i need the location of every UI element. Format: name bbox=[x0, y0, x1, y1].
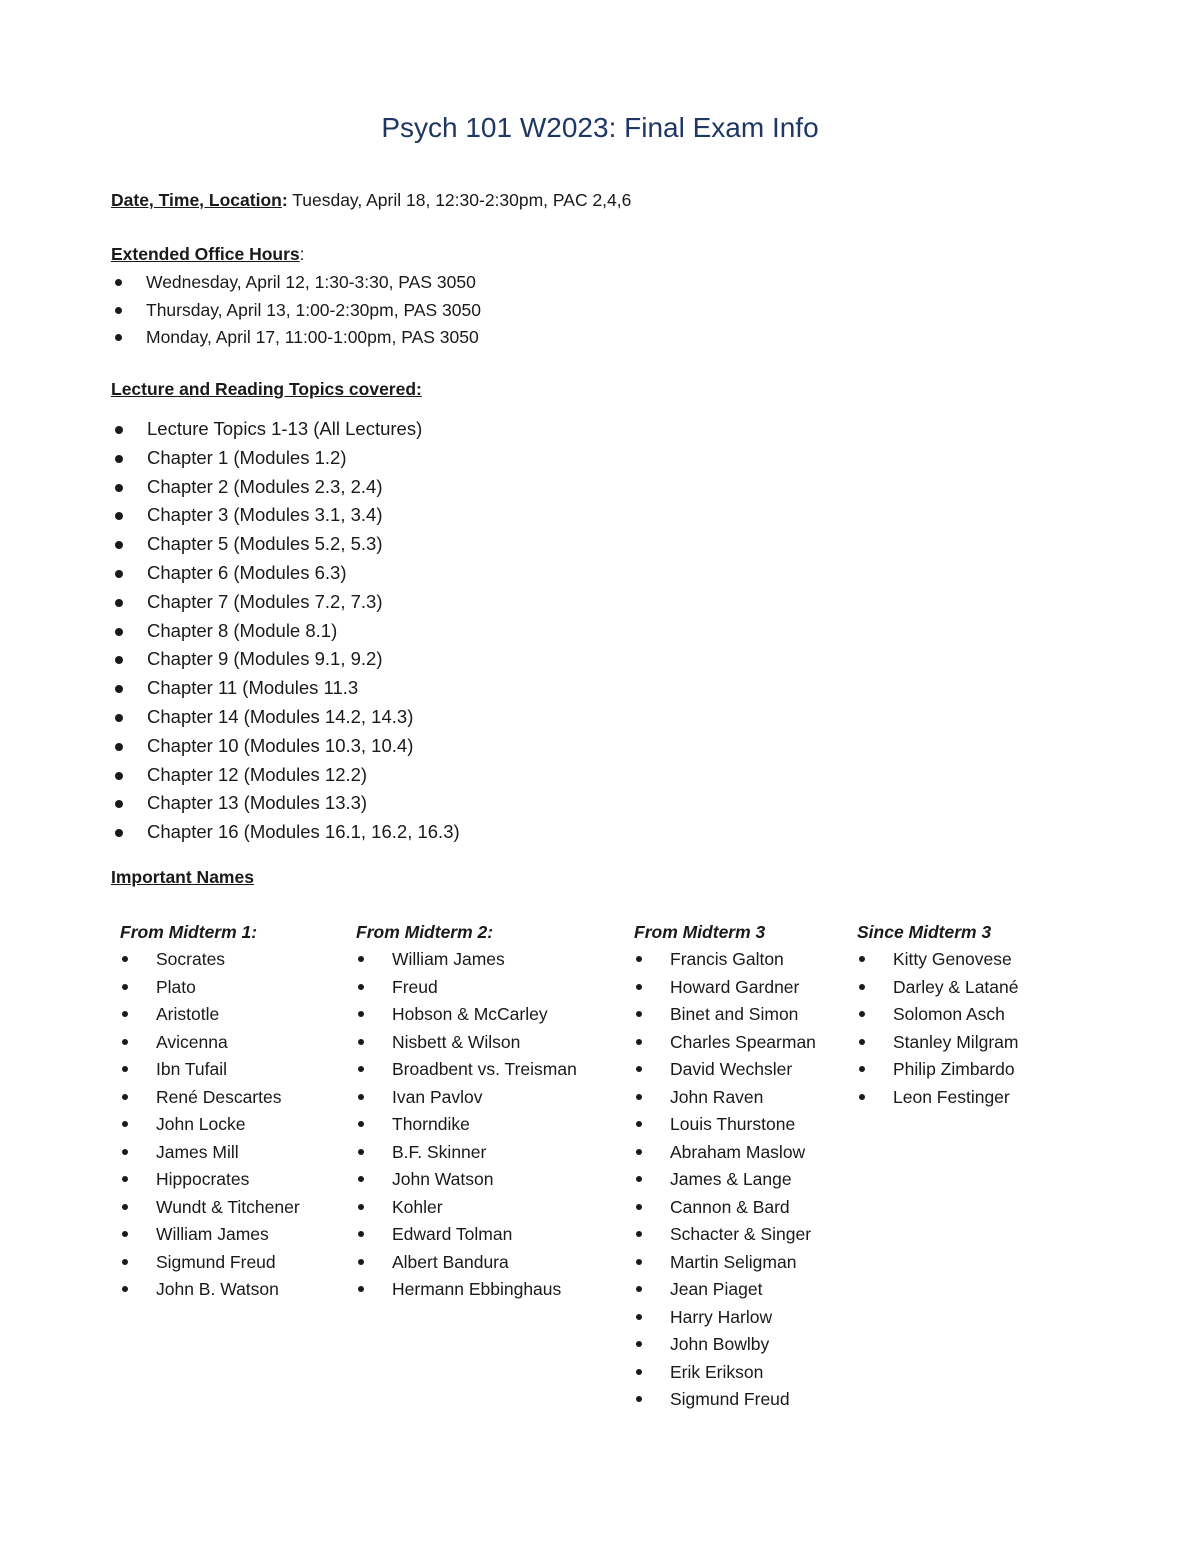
column-heading: From Midterm 2: bbox=[356, 922, 494, 942]
name-item: Hobson & McCarley bbox=[356, 1003, 577, 1031]
names-heading: Important Names bbox=[111, 867, 254, 887]
name-item: John Raven bbox=[634, 1086, 816, 1114]
topic-item: Chapter 12 (Modules 12.2) bbox=[111, 764, 460, 793]
name-item: Wundt & Titchener bbox=[120, 1196, 300, 1224]
names-list bbox=[857, 948, 1019, 1113]
name-item: William James bbox=[120, 1223, 300, 1251]
column-heading: From Midterm 3 bbox=[634, 922, 766, 942]
name-item: Harry Harlow bbox=[634, 1306, 816, 1334]
topic-item: Chapter 11 (Modules 11.3 bbox=[111, 677, 460, 706]
topics-heading-line bbox=[111, 379, 422, 400]
office-hours-colon: : bbox=[299, 244, 305, 264]
name-item: Stanley Milgram bbox=[857, 1031, 1019, 1059]
name-item: Binet and Simon bbox=[634, 1003, 816, 1031]
name-item: Freud bbox=[356, 976, 577, 1004]
names-column-midterm-2 bbox=[356, 921, 577, 1306]
topic-item: Chapter 3 (Modules 3.1, 3.4) bbox=[111, 504, 460, 533]
column-heading: From Midterm 1: bbox=[120, 922, 258, 942]
name-item: Sigmund Freud bbox=[634, 1388, 816, 1416]
exam-info-value: Tuesday, April 18, 12:30-2:30pm, PAC 2,4,6 bbox=[292, 190, 632, 210]
name-item: Francis Galton bbox=[634, 948, 816, 976]
name-item: Avicenna bbox=[120, 1031, 300, 1059]
names-list bbox=[356, 948, 577, 1306]
name-item: Darley & Latané bbox=[857, 976, 1019, 1004]
names-column-midterm-3 bbox=[634, 921, 816, 1416]
name-item: René Descartes bbox=[120, 1086, 300, 1114]
name-item: Martin Seligman bbox=[634, 1251, 816, 1279]
column-heading: Since Midterm 3 bbox=[857, 922, 992, 942]
topic-item: Chapter 8 (Module 8.1) bbox=[111, 620, 460, 649]
topic-item: Chapter 13 (Modules 13.3) bbox=[111, 792, 460, 821]
office-hours-heading-line bbox=[111, 244, 305, 265]
name-item: Hermann Ebbinghaus bbox=[356, 1278, 577, 1306]
name-item: John Locke bbox=[120, 1113, 300, 1141]
name-item: Nisbett & Wilson bbox=[356, 1031, 577, 1059]
name-item: John Watson bbox=[356, 1168, 577, 1196]
office-hours-item: Thursday, April 13, 1:00-2:30pm, PAS 3050 bbox=[111, 299, 481, 327]
exam-info-line bbox=[111, 190, 631, 211]
name-item: Albert Bandura bbox=[356, 1251, 577, 1279]
name-item: Leon Festinger bbox=[857, 1086, 1019, 1114]
name-item: Cannon & Bard bbox=[634, 1196, 816, 1224]
name-item: Jean Piaget bbox=[634, 1278, 816, 1306]
name-item: John B. Watson bbox=[120, 1278, 300, 1306]
topic-item: Chapter 5 (Modules 5.2, 5.3) bbox=[111, 533, 460, 562]
topic-item: Lecture Topics 1-13 (All Lectures) bbox=[111, 418, 460, 447]
name-item: Philip Zimbardo bbox=[857, 1058, 1019, 1086]
name-item: James Mill bbox=[120, 1141, 300, 1169]
name-item: David Wechsler bbox=[634, 1058, 816, 1086]
name-item: Howard Gardner bbox=[634, 976, 816, 1004]
office-hours-list bbox=[111, 271, 481, 354]
name-item: Abraham Maslow bbox=[634, 1141, 816, 1169]
name-item: Ivan Pavlov bbox=[356, 1086, 577, 1114]
topic-item: Chapter 2 (Modules 2.3, 2.4) bbox=[111, 476, 460, 505]
name-item: Broadbent vs. Treisman bbox=[356, 1058, 577, 1086]
names-column-since-midterm-3 bbox=[857, 921, 1019, 1113]
office-hours-item: Wednesday, April 12, 1:30-3:30, PAS 3050 bbox=[111, 271, 481, 299]
exam-info-colon: : bbox=[281, 190, 288, 210]
name-item: Charles Spearman bbox=[634, 1031, 816, 1059]
topic-item: Chapter 10 (Modules 10.3, 10.4) bbox=[111, 735, 460, 764]
names-list bbox=[120, 948, 300, 1306]
names-column-midterm-1 bbox=[120, 921, 300, 1306]
topic-item: Chapter 16 (Modules 16.1, 16.2, 16.3) bbox=[111, 821, 460, 850]
name-item: Kitty Genovese bbox=[857, 948, 1019, 976]
name-item: William James bbox=[356, 948, 577, 976]
topic-item: Chapter 1 (Modules 1.2) bbox=[111, 447, 460, 476]
name-item: Solomon Asch bbox=[857, 1003, 1019, 1031]
names-list bbox=[634, 948, 816, 1416]
topic-item: Chapter 9 (Modules 9.1, 9.2) bbox=[111, 648, 460, 677]
name-item: B.F. Skinner bbox=[356, 1141, 577, 1169]
topics-heading: Lecture and Reading Topics covered: bbox=[111, 379, 422, 399]
name-item: Plato bbox=[120, 976, 300, 1004]
name-item: Louis Thurstone bbox=[634, 1113, 816, 1141]
names-heading-line bbox=[111, 867, 254, 888]
name-item: Erik Erikson bbox=[634, 1361, 816, 1389]
page-title: Psych 101 W2023: Final Exam Info bbox=[381, 112, 819, 143]
topic-item: Chapter 7 (Modules 7.2, 7.3) bbox=[111, 591, 460, 620]
name-item: John Bowlby bbox=[634, 1333, 816, 1361]
topic-item: Chapter 6 (Modules 6.3) bbox=[111, 562, 460, 591]
office-hours-item: Monday, April 17, 11:00-1:00pm, PAS 3050 bbox=[111, 326, 481, 354]
name-item: Ibn Tufail bbox=[120, 1058, 300, 1086]
name-item: Kohler bbox=[356, 1196, 577, 1224]
name-item: Thorndike bbox=[356, 1113, 577, 1141]
name-item: James & Lange bbox=[634, 1168, 816, 1196]
office-hours-heading: Extended Office Hours bbox=[111, 244, 300, 264]
name-item: Aristotle bbox=[120, 1003, 300, 1031]
topics-list bbox=[111, 418, 460, 850]
exam-info-label: Date, Time, Location bbox=[111, 190, 282, 210]
topic-item: Chapter 14 (Modules 14.2, 14.3) bbox=[111, 706, 460, 735]
name-item: Sigmund Freud bbox=[120, 1251, 300, 1279]
name-item: Socrates bbox=[120, 948, 300, 976]
name-item: Schacter & Singer bbox=[634, 1223, 816, 1251]
name-item: Hippocrates bbox=[120, 1168, 300, 1196]
name-item: Edward Tolman bbox=[356, 1223, 577, 1251]
